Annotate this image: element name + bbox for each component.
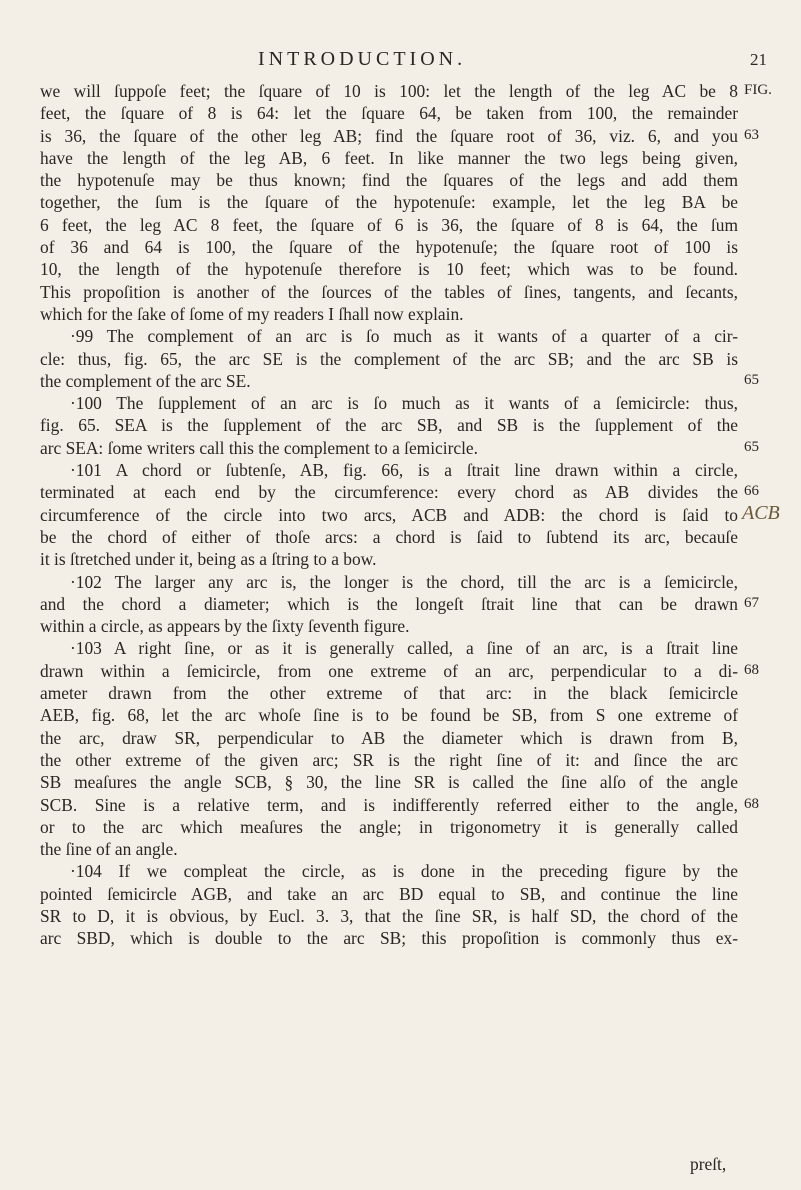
text-line: have the length of the leg AB, 6 feet. In like manner the two legs being given, xyxy=(40,147,738,168)
text-line: ·101 A chord or ſubtenſe, AB, fig. 66, is a ſtrait line drawn within a circle, xyxy=(70,460,738,481)
text-line: AEB, fig. 68, let the arc whoſe ſine is to be found be SB, from S one extreme of xyxy=(40,705,738,726)
text-line: the hypotenuſe may be thus known; find the ſquares of the legs and add them xyxy=(40,170,738,191)
text-line: ·102 The larger any arc is, the longer is the chord, till the arc is a ſemicircle, xyxy=(70,571,738,592)
text-line: 10, the length of the hypotenuſe therefore is 10 feet; which was to be found. xyxy=(40,259,738,280)
text-line: SB meaſures the angle SCB, § 30, the line SR is called the ſine alſo of the angle xyxy=(40,772,738,793)
text-line: circumference of the circle into two arcs, ACB and ADB: the chord is ſaid to xyxy=(40,504,738,525)
text-line: we will ſuppoſe feet; the ſquare of 10 is 100: let the length of the leg AC be 8 xyxy=(40,81,738,101)
margin-note: 67 xyxy=(744,594,759,611)
margin-note: 68 xyxy=(744,795,759,812)
text-line: together, the ſum is the ſquare of the hypotenuſe: example, let the leg BA be xyxy=(40,192,738,213)
body-text xyxy=(40,80,738,950)
margin-note: ACB xyxy=(742,501,780,524)
text-line: the arc, draw SR, perpendicular to AB the diameter which is drawn from B, xyxy=(40,727,738,748)
text-line: which for the ſake of ſome of my readers I ſhall now explain. xyxy=(40,303,464,324)
text-line: terminated at each end by the circumference: every chord as AB divides the xyxy=(40,482,738,503)
text-line: arc SBD, which is double to the arc SB; this propoſition is commonly thus ex- xyxy=(40,928,738,949)
margin-note: 63 xyxy=(744,126,759,143)
text-line: pointed ſemicircle AGB, and take an arc BD equal to SB, and continue the line xyxy=(40,883,738,904)
text-line: it is ſtretched under it, being as a ſtring to a bow. xyxy=(40,549,377,570)
page-number: 21 xyxy=(750,50,767,69)
margin-note: 66 xyxy=(744,483,759,500)
text-line: the ſine of an angle. xyxy=(40,839,178,860)
running-header xyxy=(0,48,801,74)
margin-note: 65 xyxy=(744,438,759,455)
text-line: drawn within a ſemicircle, from one extreme of an arc, perpendicular to a di- xyxy=(40,660,738,681)
text-line: ·99 The complement of an arc is ſo much as it wants of a quarter of a cir- xyxy=(70,326,738,347)
text-line: SR to D, it is obvious, by Eucl. 3. 3, that the ſine SR, is half SD, the chord of the xyxy=(40,905,738,926)
margin-note: FIG. xyxy=(744,82,772,98)
text-line: ·100 The ſupplement of an arc is ſo much as it wants of a ſemicircle: thus, xyxy=(70,393,738,414)
margin-notes xyxy=(744,80,801,980)
text-line: ameter drawn from the other extreme of that arc: in the black ſemicircle xyxy=(40,683,738,704)
text-line: is 36, the ſquare of the other leg AB; find the ſquare root of 36, viz. 6, and you xyxy=(40,125,738,146)
text-line: arc SEA: ſome writers call this the complement to a ſemicircle. xyxy=(40,437,479,458)
text-line: of 36 and 64 is 100, the ſquare of the hypotenuſe; the ſquare root of 100 is xyxy=(40,237,738,258)
catchword: preſt, xyxy=(690,1154,727,1174)
text-line: This propoſition is another of the ſources of the tables of ſines, tangents, and ſecants, xyxy=(40,281,738,302)
text-line: feet, the ſquare of 8 is 64: let the ſquare 64, be taken from 100, the remainder xyxy=(40,103,738,124)
margin-note: 68 xyxy=(744,661,759,678)
text-line: the complement of the arc SE. xyxy=(40,370,251,391)
text-line: be the chord of either of thoſe arcs: a chord is ſaid to ſubtend its arc, becauſe xyxy=(40,526,738,547)
text-line: the other extreme of the given arc; SR is the right ſine of it: and ſince the arc xyxy=(40,749,738,770)
text-line: SCB. Sine is a relative term, and is indifferently referred either to the angle, xyxy=(40,794,738,815)
text-line: within a circle, as appears by the ſixty ſeventh figure. xyxy=(40,616,410,637)
text-line: ·104 If we compleat the circle, as is done in the preceding figure by the xyxy=(70,861,738,882)
text-line: cle: thus, fig. 65, the arc SE is the complement of the arc SB; and the arc SB is xyxy=(40,348,738,369)
text-line: ·103 A right ſine, or as it is generally called, a ſine of an arc, is a ſtrait line xyxy=(70,638,738,659)
text-line: or to the arc which meaſures the angle; in trigonometry it is generally called xyxy=(40,816,738,837)
text-line: 6 feet, the leg AC 8 feet, the ſquare of 6 is 36, the ſquare of 8 is 64, the ſum xyxy=(40,214,738,235)
page-title: INTRODUCTION. xyxy=(258,48,467,70)
margin-note: 65 xyxy=(744,371,759,388)
text-line: and the chord a diameter; which is the longeſt ſtrait line that can be drawn xyxy=(40,593,738,614)
text-line: fig. 65. SEA is the ſupplement of the arc SB, and SB is the ſupplement of the xyxy=(40,415,738,436)
